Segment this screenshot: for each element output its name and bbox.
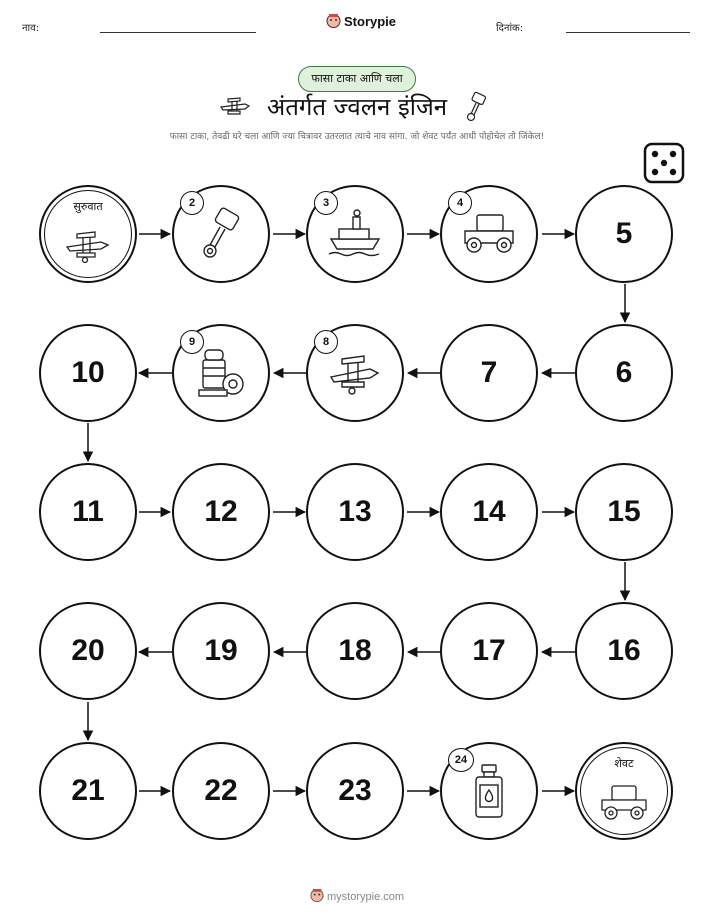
space-17[interactable]: 17 (440, 602, 538, 700)
finish-label: शेवट (614, 757, 634, 770)
space-5[interactable]: 5 (575, 185, 673, 283)
space-6[interactable]: 6 (575, 324, 673, 422)
instructions: फासा टाका, तेवढी घरे चला आणि ज्या चित्रावर उतरलात त्याचे नाव सांगा. जो शेवट पर्यंत आधी पोहोचेल तो जिंकेल! (169, 132, 545, 142)
finish-space[interactable] (575, 742, 673, 840)
oil-bottle-icon (472, 763, 506, 819)
date-label: दिनांक: (496, 23, 524, 34)
space-number-badge: 9 (180, 330, 204, 354)
space-10[interactable]: 10 (39, 324, 137, 422)
footer (0, 888, 714, 903)
space-23[interactable]: 23 (306, 742, 404, 840)
space-19[interactable]: 19 (172, 602, 270, 700)
space-18[interactable]: 18 (306, 602, 404, 700)
space-number-badge: 8 (314, 330, 338, 354)
biplane-icon (328, 351, 382, 395)
start-label: सुरुवात (73, 200, 103, 213)
name-label: नाव: (22, 23, 40, 34)
space-20[interactable]: 20 (39, 602, 137, 700)
space-11[interactable]: 11 (39, 463, 137, 561)
space-number-badge: 4 (448, 191, 472, 215)
steamboat-icon (325, 207, 385, 261)
brand-name: Storypie (344, 13, 397, 29)
vintage-car-icon (459, 211, 519, 257)
space-22[interactable]: 22 (172, 742, 270, 840)
space-number-badge: 24 (448, 748, 474, 772)
space-number-badge: 3 (314, 191, 338, 215)
space-15[interactable]: 15 (575, 463, 673, 561)
space-12[interactable]: 12 (172, 463, 270, 561)
footer-url[interactable]: mystorypie.com (327, 891, 405, 903)
space-7[interactable]: 7 (440, 324, 538, 422)
storypie-mascot-icon (310, 888, 324, 903)
space-21[interactable]: 21 (39, 742, 137, 840)
start-space[interactable] (39, 185, 137, 283)
space-number-badge: 2 (180, 191, 204, 215)
space-13[interactable]: 13 (306, 463, 404, 561)
page-title: अंतर्गत ज्वलन इंजिन (266, 93, 448, 121)
engine-icon (195, 346, 247, 400)
game-type-pill: फासा टाका आणि चला (298, 66, 416, 92)
piston-icon (197, 207, 245, 261)
space-14[interactable]: 14 (440, 463, 538, 561)
space-16[interactable]: 16 (575, 602, 673, 700)
